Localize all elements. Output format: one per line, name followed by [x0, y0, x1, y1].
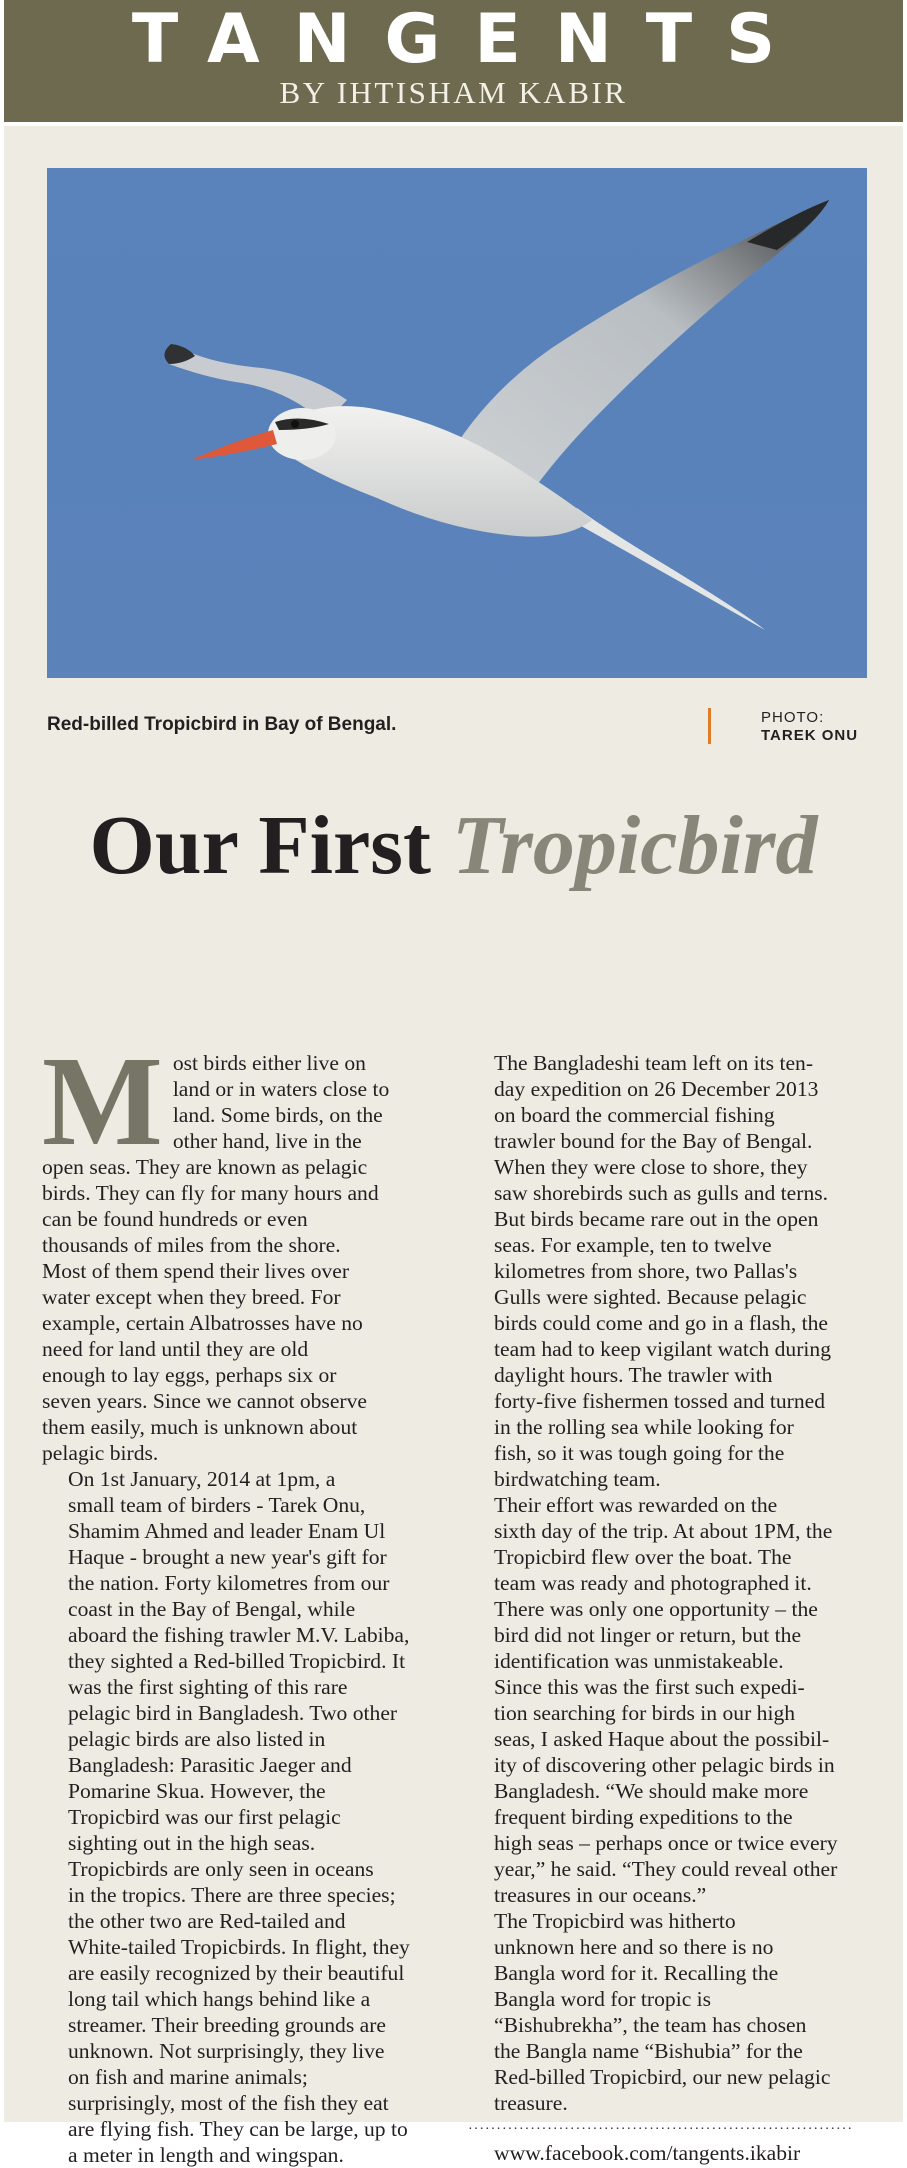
article-text-line: “Bishubrekha”, the team has chosen	[494, 2013, 807, 2037]
article-text-line: are easily recognized by their beautiful	[68, 1961, 405, 1985]
article-text-line: identification was unmistakeable.	[494, 1649, 784, 1673]
article-text-line: birdwatching team.	[494, 1467, 661, 1491]
article-text-line: Gulls were sighted. Because pelagic	[494, 1285, 807, 1309]
headline-roman: Our First	[89, 799, 431, 892]
article-text-line: year,” he said. “They could reveal other	[494, 1857, 838, 1881]
article-text-line: trawler bound for the Bay of Bengal.	[494, 1129, 813, 1153]
article-paragraph	[42, 1030, 442, 1466]
article-text-line: seas, I asked Haque about the possibil-	[494, 1727, 830, 1751]
photo-credit-label: PHOTO:	[761, 709, 825, 726]
article-text-line: sighting out in the high seas.	[68, 1831, 316, 1855]
article-text-line: Shamim Ahmed and leader Enam Ul	[68, 1519, 386, 1543]
article-text-line: on fish and marine animals;	[68, 2065, 308, 2089]
article-text-line: The Tropicbird was hitherto	[494, 1909, 736, 1933]
article-text-line: Bangladesh: Parasitic Jaeger and	[68, 1753, 352, 1777]
article-paragraph	[468, 1492, 872, 1674]
article-text-line: unknown. Not surprisingly, they live	[68, 2039, 385, 2063]
article-text-line: enough to lay eggs, perhaps six or	[42, 1363, 337, 1387]
article-paragraph	[468, 1674, 872, 1908]
article-text-line: kilometres from shore, two Pallas's	[494, 1259, 798, 1283]
article-text-line: coast in the Bay of Bengal, while	[68, 1597, 356, 1621]
article-text-line: Tropicbirds are only seen in oceans	[68, 1857, 374, 1881]
tail-streamer	[567, 508, 765, 630]
bird-head	[268, 408, 336, 460]
article-column-left	[42, 1030, 442, 2168]
article-text-line: team had to keep vigilant watch during	[494, 1337, 832, 1361]
article-text-line: seven years. Since we cannot observe	[42, 1389, 367, 1413]
article-text-line: on board the commercial fishing	[494, 1103, 775, 1127]
article-text-line: frequent birding expeditions to the	[494, 1805, 793, 1829]
article-text-line: fish, so it was tough going for the	[494, 1441, 785, 1465]
article-text-line: they sighted a Red-billed Tropicbird. It	[68, 1649, 406, 1673]
article-text-line: Pomarine Skua. However, the	[68, 1779, 326, 1803]
article-text-line: the nation. Forty kilometres from our	[68, 1571, 390, 1595]
facebook-link[interactable]: www.facebook.com/tangents.ikabir	[494, 2141, 801, 2165]
article-text-line: Bangladesh. “We should make more	[494, 1779, 809, 1803]
article-text-line: long tail which hangs behind like a	[68, 1987, 371, 2011]
article-text-line: need for land until they are old	[42, 1337, 309, 1361]
article-text-line: team was ready and photographed it.	[494, 1571, 812, 1595]
article-text-line: Most of them spend their lives over	[42, 1259, 350, 1283]
article-text-line: treasures in our oceans.”	[494, 1883, 707, 1907]
article-text-line: Tropicbird was our first pelagic	[68, 1805, 341, 1829]
caption-divider	[708, 708, 711, 744]
article-text-line: unknown here and so there is no	[494, 1935, 774, 1959]
article-text-line: in the tropics. There are three species;	[68, 1883, 396, 1907]
photo-credit-name: TAREK ONU	[761, 727, 859, 744]
drop-cap: M	[42, 1030, 163, 1172]
masthead-banner	[4, 0, 903, 122]
article-text-line: in the rolling sea while looking for	[494, 1415, 794, 1439]
article-text-line: surprisingly, most of the fish they eat	[68, 2091, 389, 2115]
article-text-line: birds could come and go in a flash, the	[494, 1311, 829, 1335]
article-text-line: The Bangladeshi team left on its ten-	[494, 1051, 814, 1075]
tropicbird-photo	[47, 168, 867, 678]
eye	[291, 420, 299, 428]
article-text-line: pelagic birds.	[42, 1441, 159, 1465]
article-text-line: day expedition on 26 December 2013	[494, 1077, 819, 1101]
dotted-rule: ····································································	[468, 2122, 854, 2137]
article-text-line: high seas – perhaps once or twice every	[494, 1831, 838, 1855]
article-paragraph	[42, 1856, 442, 2168]
article-text-line: White-tailed Tropicbirds. In flight, they	[68, 1935, 410, 1959]
article-headline	[4, 798, 903, 894]
article-text-line: are flying fish. They can be large, up to	[68, 2117, 408, 2141]
article-text-line: On 1st January, 2014 at 1pm, a	[68, 1467, 336, 1491]
byline: BY IHTISHAM KABIR	[279, 75, 628, 110]
article-text-line: the Bangla name “Bishubia” for the	[494, 2039, 803, 2063]
article-text-line: thousands of miles from the shore.	[42, 1233, 341, 1257]
article-text-line: pelagic birds are also listed in	[68, 1727, 326, 1751]
article-text-line: saw shorebirds such as gulls and terns.	[494, 1181, 829, 1205]
article-text-line: Tropicbird flew over the boat. The	[494, 1545, 792, 1569]
tropicbird-illustration	[47, 168, 867, 678]
article-text-line: small team of birders - Tarek Onu,	[68, 1493, 366, 1517]
article-text-line: open seas. They are known as pelagic	[42, 1155, 368, 1179]
headline-italic: Tropicbird	[451, 799, 818, 892]
article-text-line: Haque - brought a new year's gift for	[68, 1545, 387, 1569]
article-text-line: Their effort was rewarded on the	[494, 1493, 778, 1517]
article-panel	[4, 126, 903, 2167]
article-text-line: was the first sighting of this rare	[68, 1675, 348, 1699]
article-text-line: ost birds either live on	[172, 1051, 366, 1075]
article-text-line: bird did not linger or return, but the	[494, 1623, 802, 1647]
photo-caption: Red-billed Tropicbird in Bay of Bengal.	[47, 714, 397, 735]
article-text-line: aboard the fishing trawler M.V. Labiba,	[68, 1623, 410, 1647]
article-paragraph	[42, 1466, 442, 1856]
article-text-line: birds. They can fly for many hours and	[42, 1181, 379, 1205]
article-column-right	[468, 1050, 872, 2166]
article-text-line: a meter in length and wingspan.	[68, 2143, 344, 2167]
article-text-line: land. Some birds, on the	[172, 1103, 383, 1127]
article-text-line: forty-five fishermen tossed and turned	[494, 1389, 826, 1413]
article-text-line: treasure.	[494, 2091, 568, 2115]
article-text-line: tion searching for birds in our high	[494, 1701, 796, 1725]
red-bill	[191, 430, 277, 460]
article-text-line: water except when they breed. For	[42, 1285, 341, 1309]
article-text-line: When they were close to shore, they	[494, 1155, 808, 1179]
article-text-line: ity of discovering other pelagic birds in	[494, 1753, 835, 1777]
article-text-line: can be found hundreds or even	[42, 1207, 308, 1231]
article-text-line: But birds became rare out in the open	[494, 1207, 819, 1231]
article-paragraph	[468, 1908, 872, 2116]
article-text-line: sixth day of the trip. At about 1PM, the	[494, 1519, 833, 1543]
column-title: TANGENTS	[131, 0, 810, 79]
article-text-line: Bangla word for it. Recalling the	[494, 1961, 779, 1985]
article-text-line: daylight hours. The trawler with	[494, 1363, 773, 1387]
article-text-line: pelagic bird in Bangladesh. Two other	[68, 1701, 398, 1725]
article-text-line: seas. For example, ten to twelve	[494, 1233, 772, 1257]
article-text-line: the other two are Red-tailed and	[68, 1909, 346, 1933]
article-text-line: Red-billed Tropicbird, our new pelagic	[494, 2065, 831, 2089]
article-text-line: streamer. Their breeding grounds are	[68, 2013, 386, 2037]
article-text-line: example, certain Albatrosses have no	[42, 1311, 363, 1335]
article-text-line: land or in waters close to	[172, 1077, 390, 1101]
article-text-line: There was only one opportunity – the	[494, 1597, 818, 1621]
article-text-line: other hand, live in the	[172, 1129, 362, 1153]
article-paragraph	[468, 1050, 872, 1492]
article-text-line: them easily, much is unknown about	[42, 1415, 358, 1439]
article-text-line: Bangla word for tropic is	[494, 1987, 712, 2011]
article-text-line: Since this was the first such expedi-	[494, 1675, 805, 1699]
